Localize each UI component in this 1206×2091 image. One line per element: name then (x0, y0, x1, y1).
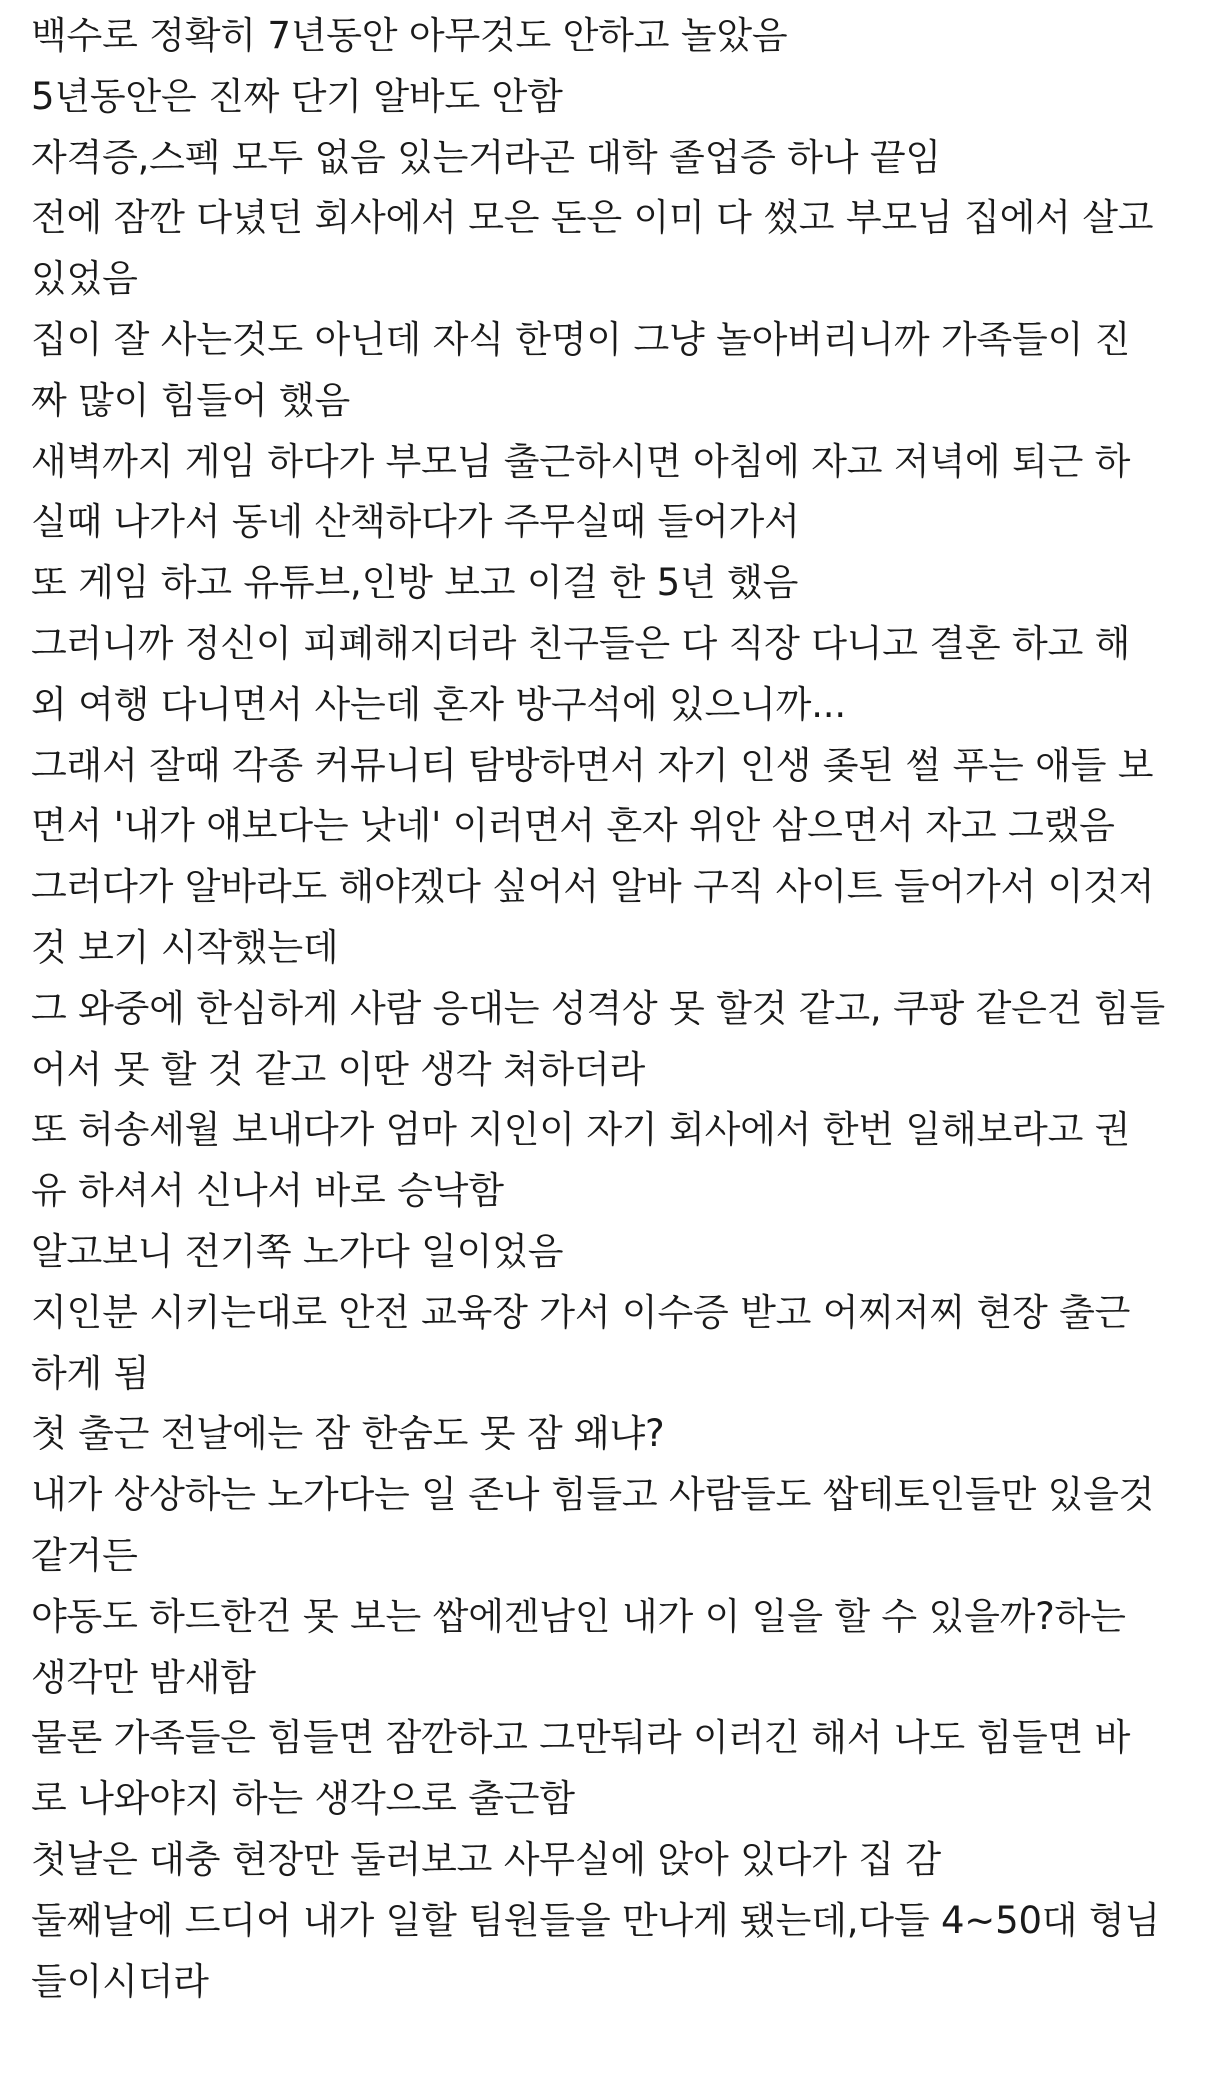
paragraph: 야동도 하드한건 못 보는 쌉에겐남인 내가 이 일을 할 수 있을까?하는 생각만 밤새함 (31, 1594, 1126, 1699)
paragraph: 그러니까 정신이 피폐해지더라 친구들은 다 직장 다니고 결혼 하고 해 외 여행 다니면서 사는데 혼자 방구석에 있으니까... (31, 621, 1131, 726)
paragraph: 그 와중에 한심하게 사람 응대는 성격상 못 할것 같고, 쿠팡 같은건 힘들 어서 못 할 것 같고 이딴 생각 쳐하더라 (31, 986, 1165, 1091)
paragraph: 그러다가 알바라도 해야겠다 싶어서 알바 구직 사이트 들어가서 이것저 것 보기 시작했는데 (31, 865, 1155, 969)
paragraph: 첫 출근 전날에는 잠 한숨도 못 잠 왜냐? (31, 1412, 665, 1456)
paragraph: 백수로 정확히 7년동안 아무것도 안하고 놀았음 (31, 14, 788, 57)
paragraph: 자격증,스펙 모두 없음 있는거라곤 대학 졸업증 하나 끝임 (31, 135, 941, 179)
paragraph: 알고보니 전기쪽 노가다 일이었음 (31, 1229, 564, 1273)
paragraph: 지인분 시키는대로 안전 교육장 가서 이수증 받고 어찌저찌 현장 출근 하게 됨 (31, 1290, 1131, 1395)
paragraph: 전에 잠깐 다녔던 회사에서 모은 돈은 이미 다 썼고 부모님 집에서 살고 있었음 (31, 196, 1154, 301)
paragraph: 둘째날에 드디어 내가 일할 팀원들을 만나게 됐는데,다들 4~50대 형님 들이시더라 (31, 1898, 1160, 2003)
paragraph: 또 게임 하고 유튜브,인방 보고 이걸 한 5년 했음 (31, 561, 799, 605)
paragraph: 물론 가족들은 힘들면 잠깐하고 그만둬라 이러긴 해서 나도 힘들면 바 로 나와야지 하는 생각으로 출근함 (31, 1716, 1131, 1821)
paragraph: 새벽까지 게임 하다가 부모님 출근하시면 아침에 자고 저녁에 퇴근 하 실때 나가서 동네 산책하다가 주무실때 들어가서 (31, 439, 1131, 544)
paragraph: 5년동안은 진짜 단기 알바도 안함 (31, 74, 563, 118)
paragraph: 집이 잘 사는것도 아닌데 자식 한명이 그냥 놀아버리니까 가족들이 진 짜 많이 힘들어 했음 (31, 317, 1131, 422)
paragraph: 내가 상상하는 노가다는 일 존나 힘들고 사람들도 쌉테토인들만 있을것 같거든 (31, 1473, 1155, 1577)
paragraph: 그래서 잘때 각종 커뮤니티 탐방하면서 자기 인생 좆된 썰 푸는 애들 보 면서 '내가 얘보다는 낫네' 이러면서 혼자 위안 삼으면서 자고 그랬음 (31, 743, 1154, 848)
paragraph: 첫날은 대충 현장만 둘러보고 사무실에 앉아 있다가 집 감 (31, 1837, 941, 1881)
paragraph: 또 허송세월 보내다가 엄마 지인이 자기 회사에서 한번 일해보라고 권 유 하셔서 신나서 바로 승낙함 (31, 1108, 1131, 1213)
